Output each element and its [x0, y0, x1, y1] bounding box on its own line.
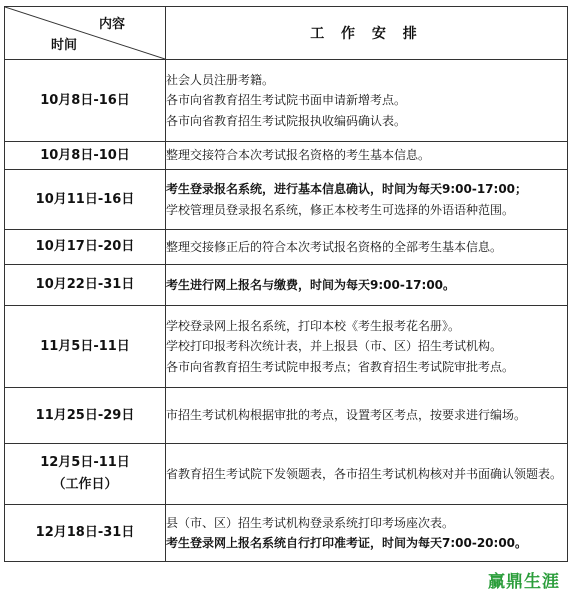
row-date: 11月5日-11日: [5, 306, 166, 388]
task-line: 学校登录网上报名系统，打印本校《考生报考花名册》。: [166, 318, 461, 333]
row-tasks: [166, 444, 568, 505]
header-diagonal-cell: [5, 7, 166, 60]
table-row: [5, 142, 568, 170]
task-line: 县（市、区）招生考试机构登录系统打印考场座次表。: [166, 515, 455, 530]
row-date: 11月25日-29日: [5, 388, 166, 444]
row-date: 10月22日-31日: [5, 265, 166, 306]
task-line: 整理交接修正后的符合本次考试报名资格的全部考生基本信息。: [166, 239, 503, 254]
row-tasks: [166, 170, 568, 230]
row-date: 12月18日-31日: [5, 505, 166, 562]
task-line: 各市向省教育招生考试院报执收编码确认表。: [166, 113, 407, 128]
row-date: 10月11日-16日: [5, 170, 166, 230]
task-line: 社会人员注册考籍。: [166, 72, 275, 87]
row-tasks: [166, 60, 568, 142]
row-tasks: [166, 230, 568, 265]
table-row: [5, 60, 568, 142]
table-row: [5, 388, 568, 444]
table-row: [5, 444, 568, 505]
row-date: 10月17日-20日: [5, 230, 166, 265]
row-tasks: [166, 388, 568, 444]
task-line: 考生进行网上报名与缴费，时间为每天9:00-17:00。: [166, 277, 456, 292]
row-date-note: （工作日）: [52, 477, 118, 492]
task-line: 省教育招生考试院下发领题表，各市招生考试机构核对并书面确认领题表。: [166, 466, 563, 481]
task-line: 考生登录报名系统，进行基本信息确认，时间为每天9:00-17:00；: [166, 182, 528, 196]
table-header-row: [5, 7, 568, 60]
header-content-label: 内容: [98, 17, 125, 32]
header-time-label: 时间: [51, 38, 78, 53]
table-row: [5, 170, 568, 230]
table-row: [5, 265, 568, 306]
task-line: 各市向省教育招生考试院申报考点；省教育招生考试院审批考点。: [166, 359, 515, 374]
row-tasks: [166, 505, 568, 562]
task-line: 整理交接符合本次考试报名资格的考生基本信息。: [166, 148, 431, 163]
task-line: 学校打印报考科次统计表，并上报县（市、区）招生考试机构。: [166, 339, 503, 354]
task-line: 考生登录网上报名系统自行打印准考证，时间为每天7:00-20:00。: [166, 536, 528, 550]
table-row: [5, 230, 568, 265]
task-line: 学校管理员登录报名系统，修正本校考生可选择的外语语种范围。: [166, 202, 515, 217]
task-line: 市招生考试机构根据审批的考点，设置考区考点，按要求进行编场。: [166, 408, 527, 423]
table-row: [5, 505, 568, 562]
row-date: 12月5日-11日: [40, 455, 130, 470]
row-date: 10月8日-16日: [5, 60, 166, 142]
task-line: 各市向省教育招生考试院书面申请新增考点。: [166, 93, 407, 108]
row-tasks: [166, 142, 568, 170]
row-tasks: [166, 306, 568, 388]
schedule-table: [4, 6, 568, 562]
row-tasks: [166, 265, 568, 306]
row-date: 10月8日-10日: [5, 142, 166, 170]
diagonal-line: [5, 7, 165, 59]
header-title: 工 作 安 排: [166, 7, 568, 60]
table-row: [5, 306, 568, 388]
brand-watermark: 赢鼎生涯: [488, 572, 560, 592]
row-date-cell: [5, 444, 166, 505]
